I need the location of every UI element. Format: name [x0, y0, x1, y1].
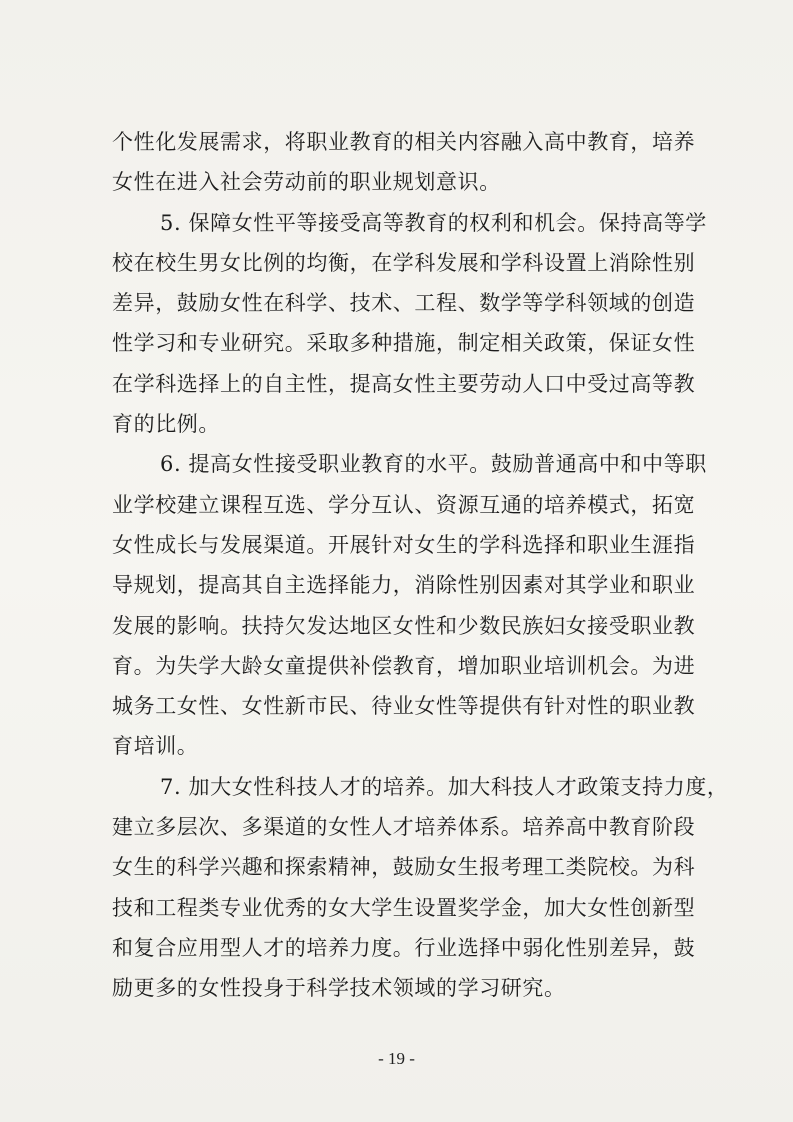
paragraph-start-7: 7. 加大女性科技人才的培养。加大科技人才政策支持力度， — [160, 774, 729, 799]
page-number: - 19 - — [378, 1049, 415, 1068]
text-line: 育的比例。 — [112, 412, 220, 437]
text-line: 建立多层次、多渠道的女性人才培养体系。培养高中教育阶段 — [112, 815, 696, 840]
text-line: 城务工女性、女性新市民、待业女性等提供有针对性的职业教 — [112, 694, 696, 719]
text-line: 育。为失学大龄女童提供补偿教育，增加职业培训机会。为进 — [112, 653, 696, 678]
text-line: 业学校建立课程互选、学分互认、资源互通的培养模式，拓宽 — [112, 492, 696, 517]
body-text — [112, 122, 729, 1009]
paragraph-start-5: 5. 保障女性平等接受高等教育的权利和机会。保持高等学 — [160, 210, 707, 235]
text-line: 导规划，提高其自主选择能力，消除性别因素对其学业和职业 — [112, 573, 696, 598]
text-line: 个性化发展需求，将职业教育的相关内容融入高中教育，培养 — [112, 130, 696, 154]
text-line: 性学习和专业研究。采取多种措施，制定相关政策，保证女性 — [112, 331, 696, 356]
text-line: 女生的科学兴趣和探索精神，鼓励女生报考理工类院校。为科 — [112, 855, 696, 880]
text-line: 励更多的女性投身于科学技术领域的学习研究。 — [112, 976, 566, 1001]
text-line: 差异，鼓励女性在科学、技术、工程、数学等学科领域的创造 — [112, 291, 696, 316]
text-line: 校在校生男女比例的均衡，在学科发展和学科设置上消除性别 — [112, 250, 696, 275]
text-line: 育培训。 — [112, 734, 199, 759]
text-line: 和复合应用型人才的培养力度。行业选择中弱化性别差异，鼓 — [112, 935, 696, 960]
text-line: 技和工程类专业优秀的女大学生设置奖学金，加大女性创新型 — [112, 895, 696, 920]
text-line: 发展的影响。扶持欠发达地区女性和少数民族妇女接受职业教 — [112, 613, 696, 638]
text-line: 女性在进入社会劳动前的职业规划意识。 — [112, 170, 501, 195]
text-line: 女性成长与发展渠道。开展针对女生的学科选择和职业生涯指 — [112, 532, 696, 557]
text-line: 在学科选择上的自主性，提高女性主要劳动人口中受过高等教 — [112, 371, 696, 396]
paragraph-start-6: 6. 提高女性接受职业教育的水平。鼓励普通高中和中等职 — [160, 452, 707, 477]
